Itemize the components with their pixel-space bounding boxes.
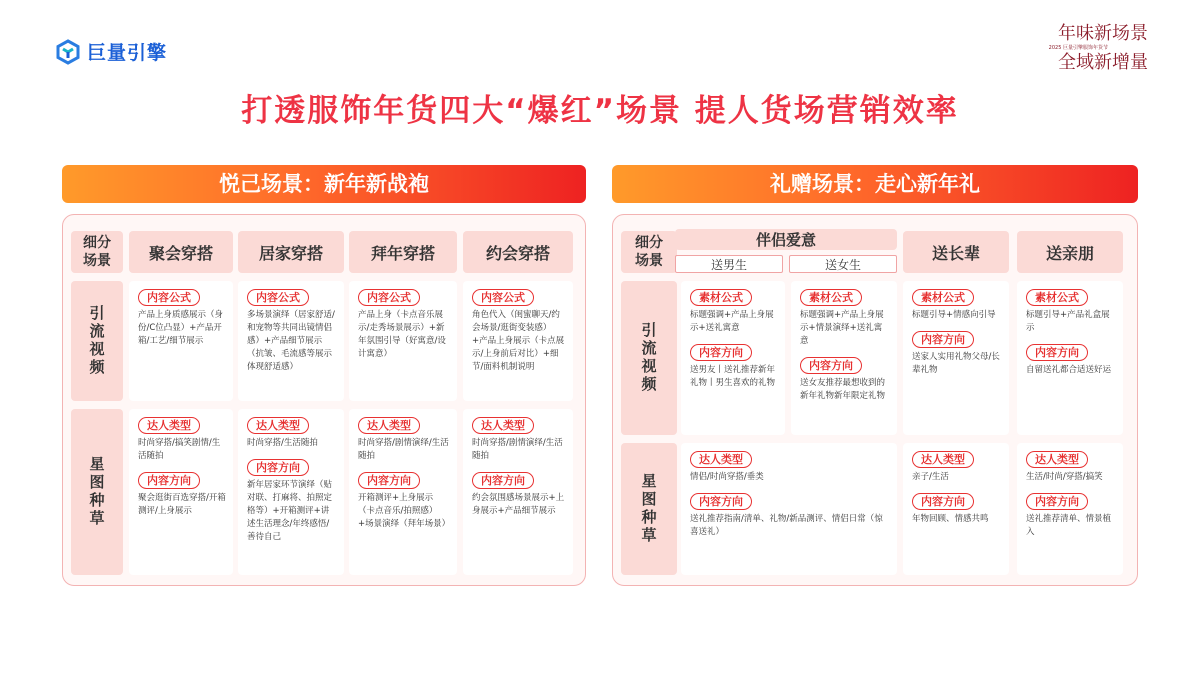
row-label-seeding: 星图种草 [71, 409, 123, 575]
creator-type-tag: 达人类型 [1026, 451, 1088, 468]
content-cell: 达人类型 时尚穿搭/生活随拍 内容方向 新年居家环节演绎（贴对联、打麻将、拍照定格等）+开箱测评+讲述生活理念/年终感悟/善待自己 [238, 409, 344, 575]
direction-tag: 内容方向 [690, 493, 752, 510]
page-title: 打透服饰年货四大“爆红”场景 提人货场营销效率 [241, 93, 959, 129]
content-cell: 内容公式 角色代入（闺蜜聊天/约会场景/逛街变装感）+产品上身展示（卡点展示/上身前后对比）+细节/面料机制说明 [463, 281, 573, 401]
material-formula-tag: 素材公式 [1026, 289, 1088, 306]
content-cell: 达人类型 时尚穿搭/搞笑剧情/生活随拍 内容方向 聚会逛街百选穿搭/开箱测评/上身展示 [129, 409, 233, 575]
direction-tag: 内容方向 [912, 493, 974, 510]
formula-tag: 内容公式 [472, 289, 534, 306]
content-cell: 达人类型 时尚穿搭/剧情演绎/生活随拍 内容方向 开箱测评+上身展示（卡点音乐/拍照感）+场景演绎（拜年场景） [349, 409, 457, 575]
content-cell: 达人类型 情侣/时尚穿搭/垂类 内容方向 送礼推荐指南/清单、礼物/新品测评、情侣日常（惊喜送礼） [681, 443, 897, 575]
direction-tag: 内容方向 [1026, 493, 1088, 510]
formula-tag: 内容公式 [358, 289, 420, 306]
column-header-newyear-visit: 拜年穿搭 [349, 231, 457, 273]
campaign-subline: 2025 巨量引擎服饰年货节 [1048, 45, 1108, 51]
direction-tag: 内容方向 [690, 344, 752, 361]
creator-type-tag: 达人类型 [138, 417, 200, 434]
subheader-for-her: 送女生 [789, 255, 897, 273]
campaign-line1: 年味新场景 [1058, 23, 1148, 44]
content-cell: 素材公式 标题强调+产品上身展示+情景演绎+送礼寓意 内容方向 送女友推荐最想收到的新年礼物新年限定礼物 [791, 281, 897, 435]
brand-logo-text: 巨量引擎 [87, 42, 168, 64]
material-formula-tag: 素材公式 [912, 289, 974, 306]
formula-tag: 内容公式 [247, 289, 309, 306]
column-header-party: 聚会穿搭 [129, 231, 233, 273]
material-formula-tag: 素材公式 [690, 289, 752, 306]
campaign-line2: 全域新增量 [1058, 52, 1148, 73]
row-label-traffic-video: 引流视频 [621, 281, 677, 435]
brand-mark-icon [55, 39, 81, 65]
content-cell: 达人类型 生活/时尚/穿搭/搞笑 内容方向 送礼推荐清单、情景植入 [1017, 443, 1123, 575]
direction-tag: 内容方向 [247, 459, 309, 476]
content-cell: 素材公式 标题引导+产品礼盒展示 内容方向 自留送礼都合适送好运 [1017, 281, 1123, 435]
gifting-section-header: 礼赠场景：走心新年礼 [612, 165, 1138, 203]
row-label-seeding: 星图种草 [621, 443, 677, 575]
direction-tag: 内容方向 [800, 357, 862, 374]
formula-tag: 内容公式 [138, 289, 200, 306]
column-header-home: 居家穿搭 [238, 231, 344, 273]
material-formula-tag: 素材公式 [800, 289, 862, 306]
corner-label: 细分 场景 [621, 231, 677, 273]
campaign-mark [1028, 24, 1148, 76]
row-label-traffic-video: 引流视频 [71, 281, 123, 401]
creator-type-tag: 达人类型 [247, 417, 309, 434]
direction-tag: 内容方向 [912, 331, 974, 348]
column-header-couple: 伴侣爱意 [675, 229, 897, 250]
subheader-for-him: 送男生 [675, 255, 783, 273]
column-header-friends: 送亲朋 [1017, 231, 1123, 273]
creator-type-tag: 达人类型 [912, 451, 974, 468]
direction-tag: 内容方向 [1026, 344, 1088, 361]
content-cell: 达人类型 亲子/生活 内容方向 年物回顾、情感共鸣 [903, 443, 1009, 575]
brand-logo [55, 38, 167, 65]
self-pleasing-section-header: 悦己场景：新年新战袍 [62, 165, 586, 203]
content-cell: 内容公式 产品上身质感展示（身份/C位凸显）+产品开箱/工艺/细节展示 [129, 281, 233, 401]
creator-type-tag: 达人类型 [358, 417, 420, 434]
corner-label: 细分 场景 [71, 231, 123, 273]
content-cell: 达人类型 时尚穿搭/剧情演绎/生活随拍 内容方向 约会氛围感场景展示+上身展示+产品细节展示 [463, 409, 573, 575]
creator-type-tag: 达人类型 [472, 417, 534, 434]
content-cell: 素材公式 标题引导+情感向引导 内容方向 送家人实用礼物父母/长辈礼物 [903, 281, 1009, 435]
direction-tag: 内容方向 [472, 472, 534, 489]
content-cell: 内容公式 产品上身（卡点音乐展示/走秀场景展示）+新年氛围引导（好寓意/设计寓意） [349, 281, 457, 401]
gifting-panel [612, 214, 1138, 586]
content-cell: 内容公式 多场景演绎（居家舒适/和宠物等共同出镜情侣感）+产品细节展示（抗皱、毛流感等展示体现舒适感） [238, 281, 344, 401]
creator-type-tag: 达人类型 [690, 451, 752, 468]
content-cell: 素材公式 标题强调+产品上身展示+送礼寓意 内容方向 送男友丨送礼推荐新年礼物丨男生喜欢的礼物 [681, 281, 785, 435]
direction-tag: 内容方向 [358, 472, 420, 489]
self-pleasing-panel [62, 214, 586, 586]
direction-tag: 内容方向 [138, 472, 200, 489]
column-header-elders: 送长辈 [903, 231, 1009, 273]
column-header-date: 约会穿搭 [463, 231, 573, 273]
